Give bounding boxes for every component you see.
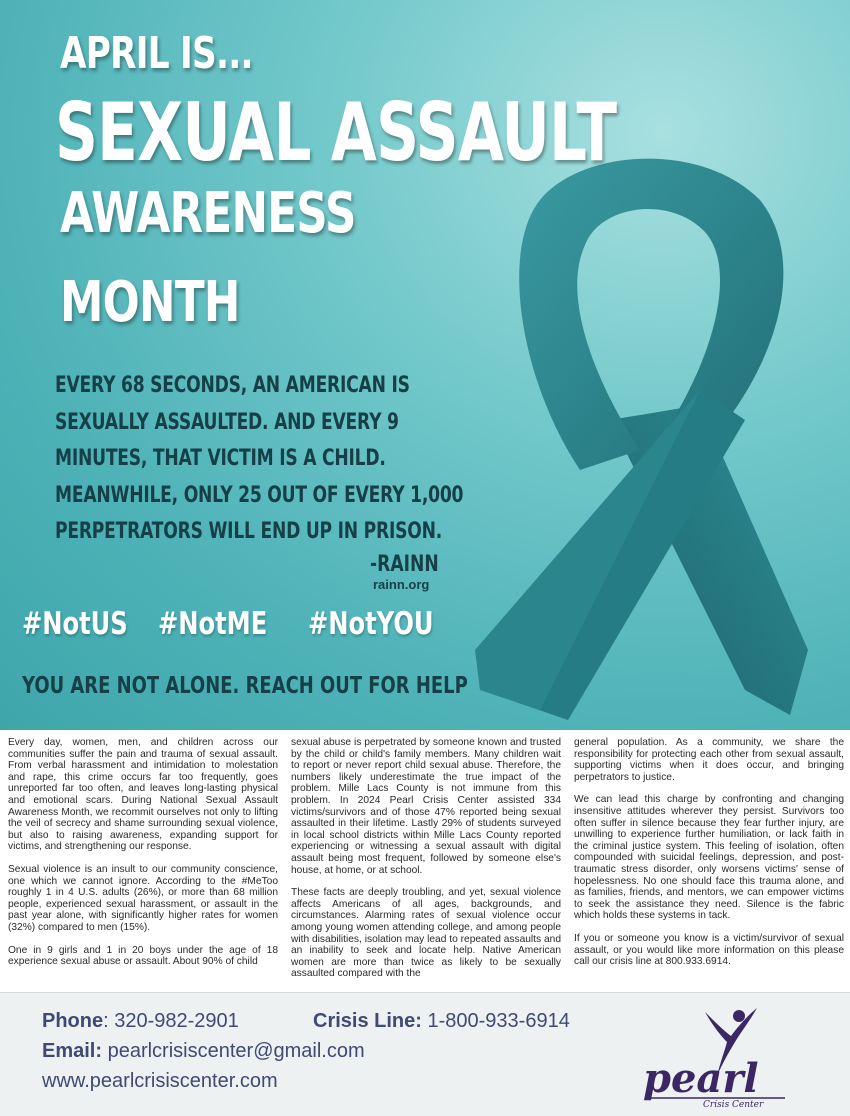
crisis-line-contact[interactable]: Crisis Line: 1-800-933-6914 xyxy=(313,1010,570,1032)
article-column-1 xyxy=(8,737,278,979)
headline-month: MONTH xyxy=(60,270,240,335)
statistic-source-url: rainn.org xyxy=(373,577,430,592)
logo-wordmark: pearl xyxy=(643,1055,759,1102)
hashtag-notyou: #NotYOU xyxy=(308,606,434,642)
statistic-text: EVERY 68 SECONDS, AN AMERICAN IS SEXUALLY ASSAULTED. AND EVERY 9 MINUTES, THAT VICTIM IS A CHILD. MEANWHILE, ONLY 25 OUT OF EVERY 1,000 PERPETRATORS WILL END UP IN PRISON. xyxy=(55,373,464,545)
logo-subtitle: Crisis Center xyxy=(703,1100,764,1110)
paragraph: These facts are deeply troubling, and yet, sexual violence affects Americans of all ages, backgrounds, and circumstances. Alarming rates of sexual violence occur among young women attending college, and among people with disabilities, isolation may lead to repeated assaults and an inability to seek and locate help. Native American women are more than twice as likely to be sexually assaulted compared with the xyxy=(291,887,561,980)
headline-april: APRIL IS... xyxy=(60,28,253,79)
paragraph: Sexual violence is an insult to our community conscience, one which we cannot ignore. According to the #MeToo roughly 1 in 4 U.S. adults (26%), or more than 68 million people, experienced sexual harassment, or assault in the past year alone, with significantly higher rates for women (32%) compared to men (15%). xyxy=(8,863,278,933)
paragraph: One in 9 girls and 1 in 20 boys under the age of 18 experience sexual abuse or assault. About 90% of child xyxy=(8,944,278,968)
hashtag-notus: #NotUS xyxy=(22,606,128,642)
phone-contact[interactable]: Phone: 320-982-2901 xyxy=(42,1010,239,1032)
article-body xyxy=(8,737,844,987)
headline-sexual-assault: SEXUAL ASSAULT xyxy=(55,86,617,179)
paragraph: If you or someone you know is a victim/survivor of sexual assault, or you would like more information on this please call our crisis line at 800.933.6914. xyxy=(574,932,844,968)
paragraph: general population. As a community, we share the responsibility for protecting each other from sexual assault, supporting victims when it does occur, and bringing perpetrators to justice. xyxy=(574,737,844,783)
paragraph: We can lead this charge by confronting and changing insensitive attitudes wherever they persist. Survivors too often suffer in silence because they fear further injury, are unwilling to experience further humiliation, or lack faith in the criminal justice system. This feeling of isolation, often compounded with suicidal feelings, depression, and post-traumatic stress disorder, only worsens victims' sense of hopelessness. No one should face this trauma alone, and as families, friends, and mentors, we can empower victims to seek the assistance they need. Silence is the fabric which holds these systems in tack. xyxy=(574,794,844,922)
footer-divider xyxy=(0,992,850,993)
logo-figure-head-icon xyxy=(733,1010,745,1022)
statistic-attribution: -RAINN xyxy=(370,552,439,577)
paragraph: Every day, women, men, and children across our communities suffer the pain and trauma of sexual assault. From verbal harassment and intimidation to molestation and rape, this crime occurs far too frequently, goes unreported far too often, and leaves long-lasting physical and emotional scars. During National Sexual Assault Awareness Month, we recommit ourselves not only to lifting the veil of secrecy and shame surrounding sexual violence, but also to raising awareness, expanding support for victims, and strengthening our response. xyxy=(8,737,278,853)
website-link[interactable]: www.pearlcrisiscenter.com xyxy=(42,1070,278,1092)
pearl-logo xyxy=(625,1000,805,1110)
paragraph: sexual abuse is perpetrated by someone known and trusted by the child or child's family members. Many children wait to report or never report child sexual abuse. Therefore, the numbers likely underestimate the true impact of the problem. Mille Lacs County is not immune from this problem. In 2024 Pearl Crisis Center assisted 334 victims/survivors and of those 47% reported being sexual assaulted in their lifetime. Lastly 29% of students surveyed in local school districts within Mille Lacs County reported experiencing or witnessing a sexual assault with digital assault being most frequent, followed by someone else's house, at home, or at school. xyxy=(291,737,561,876)
hashtag-notme: #NotME xyxy=(158,606,268,642)
article-column-2 xyxy=(291,737,561,991)
headline-awareness: AWARENESS xyxy=(60,181,356,246)
reach-out-banner: YOU ARE NOT ALONE. REACH OUT FOR HELP xyxy=(22,673,468,699)
article-column-3 xyxy=(574,737,844,979)
email-contact[interactable]: Email: pearlcrisiscenter@gmail.com xyxy=(42,1040,365,1062)
